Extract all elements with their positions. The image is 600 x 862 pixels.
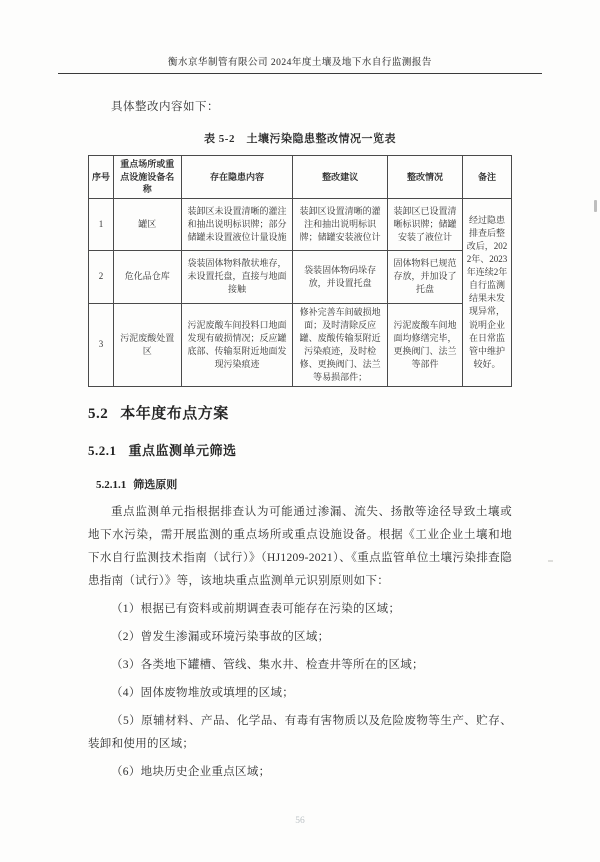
cell-status: 装卸区已设置清晰标识牌；储罐安装了液位计 <box>388 198 463 250</box>
cell-suggestion: 装卸区设置清晰的灌注和抽出说明标识牌；储罐安装液位计 <box>293 198 388 250</box>
col-header-remark: 备注 <box>462 156 511 199</box>
section-heading-5-2-1-1 <box>96 476 512 492</box>
cell-hazard: 装卸区未设置清晰的灌注和抽出说明标识牌；部分储罐未设置液位计量设施 <box>181 198 293 250</box>
table-row <box>89 303 512 386</box>
section-title: 本年度布点方案 <box>120 406 229 423</box>
table-row <box>89 250 512 303</box>
cell-status: 污泥废酸车间地面均修缮完毕，更换阀门、法兰等部件 <box>388 303 463 386</box>
scan-artifact <box>548 560 553 562</box>
cell-place: 危化品仓库 <box>113 250 181 303</box>
principle-item-2: （2）曾发生渗漏或环境污染事故的区域； <box>111 631 330 644</box>
screening-principle-paragraph: 重点监测单元指根据排查认为可能通过渗漏、流失、扬散等途径导致土壤或地下水污染，需开展监测的重点场所或重点设施设备。根据《工业企业土壤和地下水自行监测技术指南（试行）》（HJ1209-2021）、《重点监管单位土壤污染排查隐患指南（试行）》等，该地块重点监测单元识别原则如下： <box>88 506 512 588</box>
cell-no: 2 <box>89 250 114 303</box>
section-number: 5.2 <box>88 406 109 423</box>
cell-suggestion: 修补完善车间破损地面；及时清除反应罐、废酸传输泵附近污染痕迹，及时检修、更换阀门、法兰等易损部件； <box>293 303 388 386</box>
table-row <box>89 198 512 250</box>
scan-artifact <box>594 200 597 212</box>
cell-place: 罐区 <box>113 198 181 250</box>
section-heading-5-2 <box>88 402 512 423</box>
running-header: 衡水京华制管有限公司 2024年度土壤及地下水自行监测报告 <box>58 54 542 74</box>
rectification-table <box>88 155 512 387</box>
section-heading-5-2-1 <box>88 440 512 459</box>
principle-item-1: （1）根据已有资料或前期调查表可能存在污染的区域； <box>111 603 401 616</box>
page-content <box>88 98 512 784</box>
cell-hazard: 袋装固体物料散状堆存，未设置托盘，直接与地面接触 <box>181 250 293 303</box>
intro-text: 具体整改内容如下： <box>111 101 219 113</box>
section-title: 筛选原则 <box>133 479 178 492</box>
col-header-no: 序号 <box>89 156 114 199</box>
principle-item-4: （4）固体废物堆放或填埋的区域； <box>111 687 295 700</box>
col-header-status: 整改情况 <box>388 156 463 199</box>
section-title: 重点监测单元筛选 <box>128 443 237 459</box>
cell-no: 3 <box>89 303 114 386</box>
cell-suggestion: 袋装固体物码垛存放，并设置托盘 <box>293 250 388 303</box>
cell-status: 固体物料已规范存放，并加设了托盘 <box>388 250 463 303</box>
principle-item-3: （3）各类地下罐槽、管线、集水井、检查井等所在的区域； <box>111 659 424 672</box>
col-header-suggestion: 整改建议 <box>293 156 388 199</box>
table-caption: 表 5-2 土壤污染隐患整改情况一览表 <box>204 133 396 145</box>
col-header-hazard: 存在隐患内容 <box>181 156 293 199</box>
principle-item-5: （5）原辅材料、产品、化学品、有毒有害物质以及危险废物等生产、贮存、装卸和使用的区域； <box>88 715 512 751</box>
cell-no: 1 <box>89 198 114 250</box>
cell-place: 污泥废酸处置区 <box>113 303 181 386</box>
section-number: 5.2.1 <box>88 443 117 459</box>
cell-hazard: 污泥废酸车间投料口地面发现有破损情况；反应罐底部、传输泵附近地面发现污染痕迹 <box>181 303 293 386</box>
section-number: 5.2.1.1 <box>96 479 127 492</box>
cell-remark-merged: 经过隐患排查后整改后，2022年、2023年连续2年自行监测结果未发现异常，说明企业在日常监管中维护较好。 <box>462 198 511 386</box>
principle-item-6: （6）地块历史企业重点区域； <box>111 766 271 779</box>
page-number: 56 <box>295 816 305 826</box>
table-header-row <box>89 156 512 199</box>
col-header-place: 重点场所或重点设施设备名称 <box>113 156 181 199</box>
